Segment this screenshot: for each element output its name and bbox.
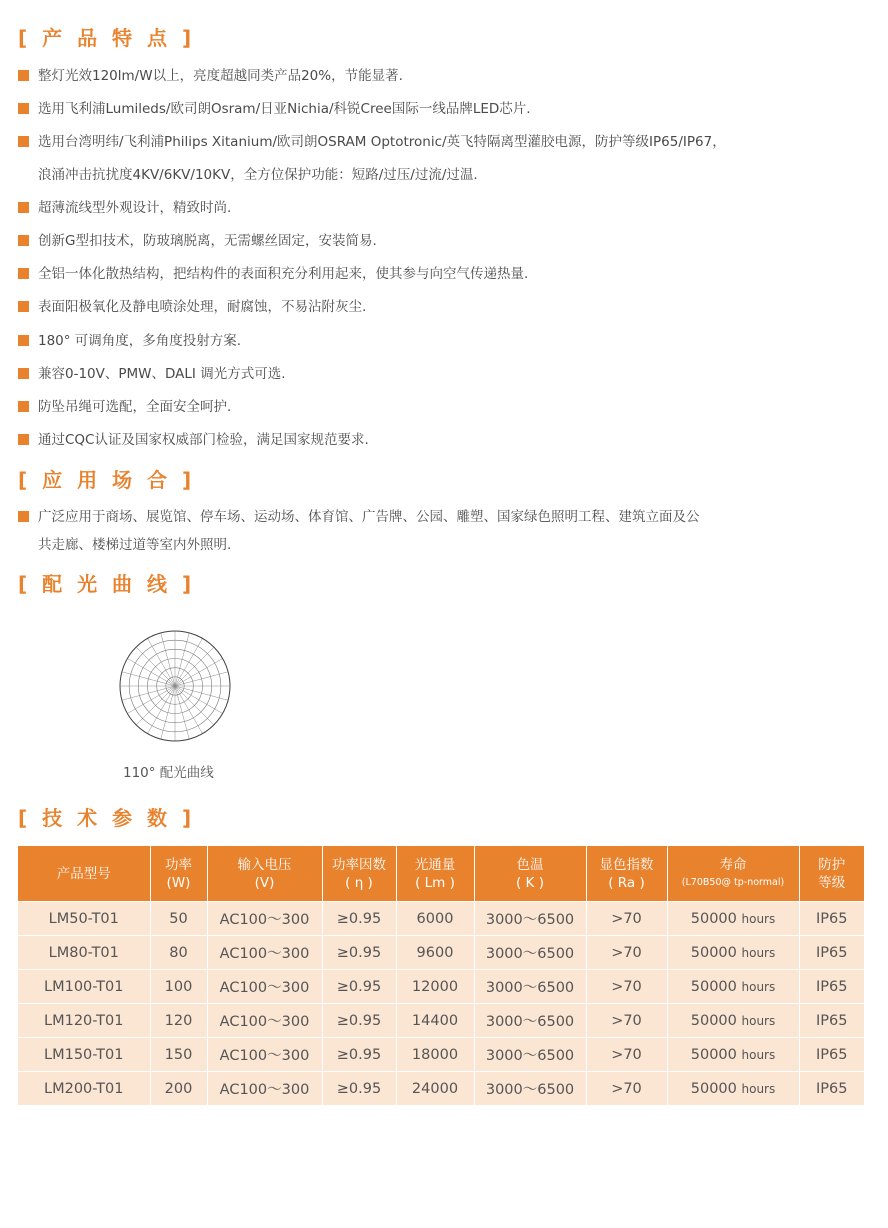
table-cell-ip <box>799 1038 864 1072</box>
column-header <box>150 846 207 902</box>
table-cell-ra <box>586 902 667 936</box>
column-header <box>667 846 799 902</box>
cell-value: LM150-T01 <box>44 1046 124 1063</box>
feature-line: 180° 可调角度，多角度投射方案. <box>38 333 242 349</box>
column-header-label: 寿命 <box>719 856 747 873</box>
cell-value: LM200-T01 <box>44 1080 124 1097</box>
table-cell-voltage <box>207 936 322 970</box>
table-cell-ip <box>799 1072 864 1106</box>
feature-item <box>18 331 241 351</box>
cell-value: AC100～300 <box>219 912 310 928</box>
column-header-unit: ( Ra ) <box>608 874 645 891</box>
table-row <box>18 1038 864 1072</box>
column-header-label: 防护 <box>818 856 846 873</box>
table-cell-pf <box>322 936 396 970</box>
cell-value: 80 <box>169 944 188 961</box>
cell-value: ≥0.95 <box>336 1012 382 1029</box>
bullet-icon <box>18 268 29 279</box>
cell-value: >70 <box>611 1080 642 1097</box>
table-cell-ra <box>586 1038 667 1072</box>
table-cell-pf <box>322 970 396 1004</box>
cell-value: 9600 <box>416 944 454 961</box>
cell-value: LM100-T01 <box>44 978 124 995</box>
table-cell-pf <box>322 1038 396 1072</box>
cell-value: 18000 <box>411 1046 459 1063</box>
polar-spoke <box>175 686 223 714</box>
table-cell-life <box>667 970 799 1004</box>
feature-line: 整灯光效120lm/W以上，亮度超越同类产品20%，节能显著. <box>38 68 403 84</box>
cell-value: 3000～6500 <box>485 1082 575 1098</box>
column-header-unit: ( K ) <box>516 874 544 891</box>
table-cell-lumen <box>396 1072 474 1106</box>
table-cell-voltage <box>207 970 322 1004</box>
column-header <box>396 846 474 902</box>
table-row <box>18 902 864 936</box>
table-cell-lumen <box>396 1038 474 1072</box>
cell-value: 50000 <box>690 944 737 961</box>
cell-value: 3000～6500 <box>485 1014 575 1030</box>
bullet-icon <box>18 202 29 213</box>
bullet-icon <box>18 401 29 412</box>
table-cell-life <box>667 1072 799 1106</box>
cell-value: >70 <box>611 910 642 927</box>
cell-value: >70 <box>611 944 642 961</box>
application-text <box>18 507 798 555</box>
cell-value: 50000 <box>690 1046 737 1063</box>
application-line: 共走廊、楼梯过道等室内外照明. <box>38 537 232 553</box>
table-cell-voltage <box>207 1004 322 1038</box>
feature-line: 全铝一体化散热结构，把结构件的表面积充分利用起来，使其参与向空气传递热量. <box>38 266 529 282</box>
section-title-curve: [ 配 光 曲 线 ] <box>18 572 196 596</box>
table-cell-life <box>667 1004 799 1038</box>
cell-value: IP65 <box>816 1012 848 1029</box>
bullet-icon <box>18 301 29 312</box>
feature-item <box>18 99 531 119</box>
cell-value: IP65 <box>816 978 848 995</box>
polar-spoke <box>175 659 223 687</box>
column-header-unit: (V) <box>254 874 275 891</box>
column-header-label: 光通量 <box>414 856 456 873</box>
table-cell-voltage <box>207 1072 322 1106</box>
polar-spoke <box>175 686 203 734</box>
table-cell-ip <box>799 936 864 970</box>
feature-item <box>18 264 528 284</box>
bullet-icon <box>18 335 29 346</box>
column-header-label: 功率 <box>165 856 192 873</box>
cell-value: 14400 <box>411 1012 459 1029</box>
cell-value: 120 <box>164 1012 193 1029</box>
feature-line: 通过CQC认证及国家权威部门检验，满足国家规范要求. <box>38 432 369 448</box>
column-header-unit: 等级 <box>818 874 846 891</box>
bullet-icon <box>18 434 29 445</box>
cell-value: AC100～300 <box>219 1048 310 1064</box>
table-cell-life <box>667 902 799 936</box>
bullet-icon <box>18 235 29 246</box>
column-header-label: 色温 <box>516 856 544 873</box>
column-header-label: 输入电压 <box>237 856 292 873</box>
cell-value: >70 <box>611 1012 642 1029</box>
feature-item <box>18 198 231 218</box>
table-cell-voltage <box>207 1038 322 1072</box>
cell-value: ≥0.95 <box>336 944 382 961</box>
table-cell-ip <box>799 902 864 936</box>
polar-spoke <box>175 686 214 725</box>
table-cell-power <box>150 936 207 970</box>
cell-unit: hours <box>741 1047 776 1062</box>
column-header-unit: ( η ) <box>345 874 373 891</box>
cell-value: AC100～300 <box>219 1014 310 1030</box>
table-cell-ip <box>799 970 864 1004</box>
feature-line: 表面阳极氧化及静电喷涂处理，耐腐蚀，不易沾附灰尘. <box>38 299 367 315</box>
table-cell-cct <box>474 970 586 1004</box>
cell-value: IP65 <box>816 910 848 927</box>
table-cell-power <box>150 970 207 1004</box>
cell-value: ≥0.95 <box>336 1046 382 1063</box>
table-cell-model <box>18 936 150 970</box>
cell-value: 24000 <box>411 1080 459 1097</box>
bullet-icon <box>18 511 29 522</box>
feature-item <box>18 132 726 185</box>
table-cell-model <box>18 1038 150 1072</box>
polar-caption: 110° 配光曲线 <box>123 765 214 781</box>
cell-value: 150 <box>164 1046 193 1063</box>
feature-line: 选用台湾明纬/飞利浦Philips Xitanium/欧司朗OSRAM Optotronic/英飞特隔离型灌胶电源，防护等级IP65/IP67， <box>38 134 726 150</box>
table-cell-ra <box>586 1004 667 1038</box>
table-cell-ra <box>586 936 667 970</box>
section-title-specs: [ 技 术 参 数 ] <box>18 806 196 830</box>
polar-diagram <box>110 618 240 753</box>
cell-value: LM120-T01 <box>44 1012 124 1029</box>
table-cell-pf <box>322 1004 396 1038</box>
table-cell-pf <box>322 902 396 936</box>
column-header <box>207 846 322 902</box>
cell-unit: hours <box>741 1013 776 1028</box>
table-header-row <box>18 846 864 902</box>
table-cell-life <box>667 936 799 970</box>
table-cell-model <box>18 902 150 936</box>
table-row <box>18 1004 864 1038</box>
cell-value: AC100～300 <box>219 1082 310 1098</box>
polar-spoke <box>148 638 176 686</box>
spec-table <box>18 846 864 1105</box>
column-header-unit: ( Lm ) <box>415 874 455 891</box>
table-body <box>18 902 864 1106</box>
cell-value: 200 <box>164 1080 193 1097</box>
polar-spoke <box>127 686 175 714</box>
polar-spoke <box>127 659 175 687</box>
cell-value: 50000 <box>690 978 737 995</box>
cell-value: 3000～6500 <box>485 912 575 928</box>
cell-value: 12000 <box>411 978 459 995</box>
feature-item <box>18 66 403 86</box>
table-cell-model <box>18 1004 150 1038</box>
table-cell-lumen <box>396 902 474 936</box>
feature-item <box>18 397 231 417</box>
feature-line: 浪涌冲击抗扰度4KV/6KV/10KV，全方位保护功能：短路/过压/过流/过温. <box>38 167 478 183</box>
feature-line: 创新G型扣技术，防玻璃脱离，无需螺丝固定，安装简易. <box>38 233 377 249</box>
column-header-unit: (W) <box>166 874 191 891</box>
bullet-icon <box>18 368 29 379</box>
feature-line: 超薄流线型外观设计，精致时尚. <box>38 200 232 216</box>
column-header <box>799 846 864 902</box>
cell-unit: hours <box>741 945 776 960</box>
cell-value: IP65 <box>816 1046 848 1063</box>
table-cell-ra <box>586 1072 667 1106</box>
table-cell-pf <box>322 1072 396 1106</box>
section-title-application: [ 应 用 场 合 ] <box>18 468 196 492</box>
column-header-unit: (L70B50@ tp-normal) <box>681 876 785 888</box>
feature-item <box>18 297 366 317</box>
feature-line: 选用飞利浦Lumileds/欧司朗Osram/日亚Nichia/科锐Cree国际一线品牌LED芯片. <box>38 101 531 117</box>
polar-spoke <box>148 686 176 734</box>
polar-spoke <box>136 647 175 686</box>
cell-value: LM80-T01 <box>48 944 119 961</box>
table-cell-cct <box>474 902 586 936</box>
cell-value: 50000 <box>690 1080 737 1097</box>
cell-value: 3000～6500 <box>485 1048 575 1064</box>
table-cell-voltage <box>207 902 322 936</box>
cell-value: AC100～300 <box>219 980 310 996</box>
table-row <box>18 1072 864 1106</box>
column-header <box>474 846 586 902</box>
table-row <box>18 936 864 970</box>
application-line: 广泛应用于商场、展览馆、停车场、运动场、体育馆、广告牌、公园、雕塑、国家绿色照明工程、建筑立面及公 <box>38 509 700 525</box>
cell-value: AC100～300 <box>219 946 310 962</box>
column-header <box>586 846 667 902</box>
cell-value: 50000 <box>690 910 737 927</box>
cell-unit: hours <box>741 1081 776 1096</box>
table-cell-cct <box>474 1004 586 1038</box>
cell-unit: hours <box>741 979 776 994</box>
table-cell-lumen <box>396 970 474 1004</box>
cell-value: ≥0.95 <box>336 978 382 995</box>
cell-value: ≥0.95 <box>336 910 382 927</box>
feature-item <box>18 231 377 251</box>
table-cell-life <box>667 1038 799 1072</box>
cell-value: >70 <box>611 1046 642 1063</box>
cell-value: 50 <box>169 910 188 927</box>
column-header-label: 功率因数 <box>332 856 386 873</box>
feature-line: 兼容0-10V、PMW、DALI 调光方式可选. <box>38 366 286 382</box>
table-cell-power <box>150 1038 207 1072</box>
table-cell-power <box>150 1072 207 1106</box>
table-cell-cct <box>474 1038 586 1072</box>
cell-value: 50000 <box>690 1012 737 1029</box>
cell-value: >70 <box>611 978 642 995</box>
cell-value: 3000～6500 <box>485 946 575 962</box>
column-header <box>322 846 396 902</box>
column-header-label: 产品型号 <box>56 865 111 882</box>
table-row <box>18 970 864 1004</box>
column-header-label: 显色指数 <box>599 856 654 873</box>
cell-value: 100 <box>164 978 193 995</box>
polar-spoke <box>175 638 203 686</box>
bullet-icon <box>18 70 29 81</box>
feature-line: 防坠吊绳可选配，全面安全呵护. <box>38 399 232 415</box>
table-cell-power <box>150 1004 207 1038</box>
table-cell-ra <box>586 970 667 1004</box>
table-cell-model <box>18 1072 150 1106</box>
table-cell-model <box>18 970 150 1004</box>
bullet-icon <box>18 103 29 114</box>
feature-item <box>18 364 286 384</box>
bullet-icon <box>18 136 29 147</box>
feature-item <box>18 430 369 450</box>
table-cell-lumen <box>396 936 474 970</box>
polar-curve-graphic <box>110 618 240 753</box>
cell-value: ≥0.95 <box>336 1080 382 1097</box>
table-cell-cct <box>474 1072 586 1106</box>
cell-value: 6000 <box>416 910 454 927</box>
polar-spoke <box>175 647 214 686</box>
table-cell-lumen <box>396 1004 474 1038</box>
cell-value: LM50-T01 <box>48 910 119 927</box>
section-title-features: [ 产 品 特 点 ] <box>18 26 196 50</box>
table-cell-cct <box>474 936 586 970</box>
polar-spoke <box>136 686 175 725</box>
table-cell-ip <box>799 1004 864 1038</box>
cell-unit: hours <box>741 911 776 926</box>
cell-value: IP65 <box>816 1080 848 1097</box>
table-cell-power <box>150 902 207 936</box>
column-header <box>18 846 150 902</box>
cell-value: IP65 <box>816 944 848 961</box>
cell-value: 3000～6500 <box>485 980 575 996</box>
